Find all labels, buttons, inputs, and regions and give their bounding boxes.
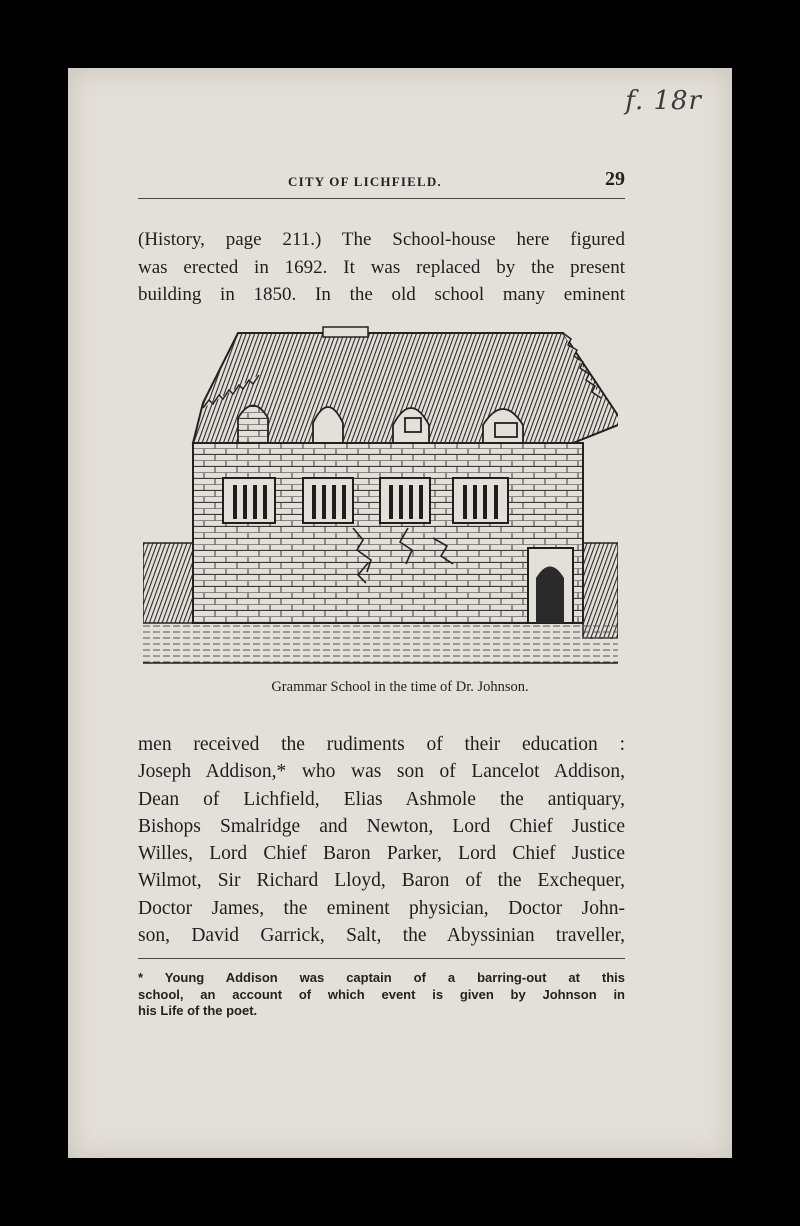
text-line: (History, page 211.) The School-house here figured	[138, 229, 625, 250]
text-line: Willes, Lord Chief Baron Parker, Lord Chief Justice	[138, 843, 625, 865]
text-line: building in 1850. In the old school many eminent	[138, 284, 625, 305]
body-text-top	[138, 226, 625, 309]
text-line: was erected in 1692. It was replaced by the present	[138, 256, 625, 278]
grammar-school-engraving	[143, 323, 618, 673]
footnote-line: * Young Addison was captain of a barring-out at this	[138, 970, 625, 985]
running-header	[138, 168, 625, 199]
running-title: CITY OF LICHFIELD.	[288, 174, 442, 189]
text-line: Bishops Smalridge and Newton, Lord Chief Justice	[138, 815, 625, 837]
text-line: Joseph Addison,* who was son of Lancelot Addison,	[138, 761, 625, 783]
footnote-line: his Life of the poet.	[138, 1003, 258, 1018]
text-line: Doctor James, the eminent physician, Doctor John-	[138, 897, 625, 919]
page-number: 29	[605, 168, 625, 190]
figure-caption: Grammar School in the time of Dr. Johnson.	[271, 679, 529, 695]
footnote	[138, 970, 625, 1020]
book-page	[68, 68, 732, 1158]
text-line: son, David Garrick, Salt, the Abyssinian traveller,	[138, 925, 625, 947]
text-line: Dean of Lichfield, Elias Ashmole the antiquary,	[138, 788, 625, 810]
text-line: Wilmot, Sir Richard Lloyd, Baron of the Exchequer,	[138, 870, 625, 892]
text-line: men received the rudiments of their education :	[138, 734, 625, 755]
body-text-bottom	[138, 731, 625, 949]
footnote-line: school, an account of which event is given by Johnson in	[138, 986, 625, 1002]
folio-annotation: f. 18r	[625, 86, 702, 116]
footnote-rule	[138, 958, 625, 959]
